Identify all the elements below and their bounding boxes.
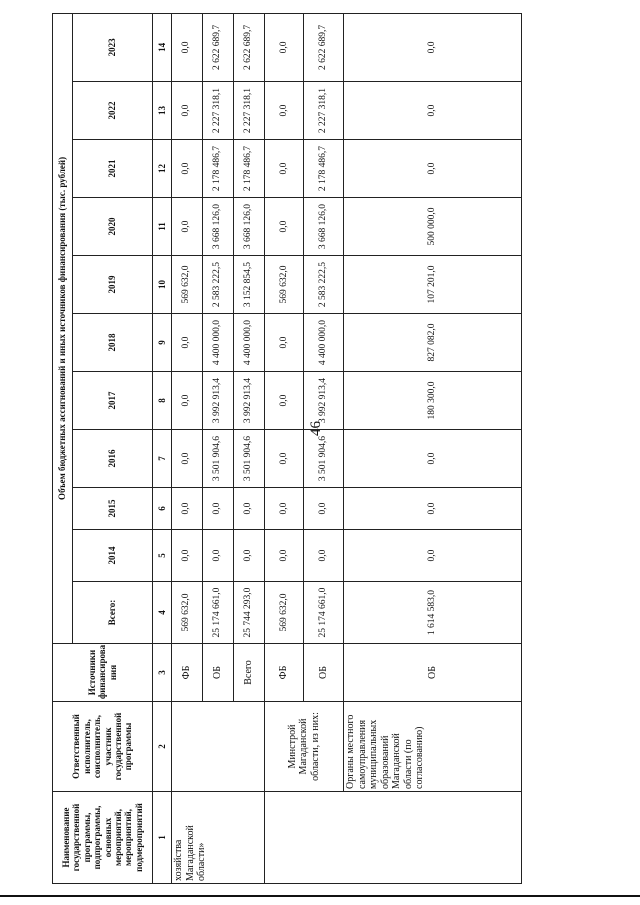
value-cell: 0,0 [304, 530, 344, 582]
value-cell: 0,0 [172, 13, 203, 81]
value-cell: 2 622 689,7 [304, 13, 344, 81]
value-cell: 0,0 [233, 488, 264, 530]
value-cell: 3 501 904,6 [202, 430, 233, 488]
value-cell: 107 201,0 [344, 256, 522, 314]
bottom-rule [0, 895, 640, 897]
value-cell: 0,0 [264, 314, 304, 372]
value-cell: 0,0 [344, 430, 522, 488]
source-cell: Всего [233, 644, 264, 702]
header-year: 2014 [73, 530, 153, 582]
value-cell: 0,0 [264, 140, 304, 198]
source-cell: ОБ [344, 644, 522, 702]
header-year: 2019 [73, 256, 153, 314]
value-cell: 2 178 486,7 [233, 140, 264, 198]
header-source: Источники финансирова ния [53, 644, 153, 702]
value-cell: 3 668 126,0 [202, 198, 233, 256]
source-cell: ОБ [202, 644, 233, 702]
header-year: 2023 [73, 13, 153, 81]
executor-cell-municipal: Органы местного самоуправления муниципальных образований Магаданской области (по согласованию) [344, 702, 522, 792]
value-cell: 25 174 661,0 [202, 582, 233, 644]
value-cell: 0,0 [344, 140, 522, 198]
header-year: 2017 [73, 372, 153, 430]
value-cell: 3 668 126,0 [304, 198, 344, 256]
source-cell: ОБ [304, 644, 344, 702]
value-cell: 3 992 913,4 [202, 372, 233, 430]
value-cell: 3 668 126,0 [233, 198, 264, 256]
rotated-table-wrapper [52, 14, 522, 884]
program-name-cell-blank [264, 792, 521, 884]
index-cell: 9 [153, 314, 172, 372]
source-cell: ФБ [172, 644, 203, 702]
value-cell: 569 632,0 [172, 582, 203, 644]
header-year: 2018 [73, 314, 153, 372]
program-name-cell: хозяйства Магаданской области» [172, 792, 265, 884]
index-cell: 11 [153, 198, 172, 256]
value-cell: 827 082,0 [344, 314, 522, 372]
financing-table [52, 13, 522, 884]
value-cell: 0,0 [172, 198, 203, 256]
index-cell: 7 [153, 430, 172, 488]
value-cell: 0,0 [264, 372, 304, 430]
value-cell: 0,0 [172, 372, 203, 430]
value-cell: 0,0 [264, 530, 304, 582]
value-cell: 3 501 904,6 [304, 430, 344, 488]
value-cell: 3 992 913,4 [233, 372, 264, 430]
value-cell: 2 227 318,1 [304, 82, 344, 140]
value-cell: 25 174 661,0 [304, 582, 344, 644]
index-cell: 14 [153, 13, 172, 81]
value-cell: 2 227 318,1 [233, 82, 264, 140]
value-cell: 1 614 583,0 [344, 582, 522, 644]
header-executor: Ответственный исполнитель, соисполнитель, участник государственной программы [53, 702, 153, 792]
executor-cell-ministry: Минстрой Магаданской области, из них: [264, 702, 344, 792]
index-cell: 1 [153, 792, 172, 884]
value-cell: 0,0 [344, 82, 522, 140]
value-cell: 2 227 318,1 [202, 82, 233, 140]
table-row [344, 13, 522, 883]
value-cell: 0,0 [344, 488, 522, 530]
value-cell: 500 000,0 [344, 198, 522, 256]
header-year: 2020 [73, 198, 153, 256]
value-cell: 0,0 [172, 140, 203, 198]
value-cell: 0,0 [264, 430, 304, 488]
value-cell: 569 632,0 [264, 256, 304, 314]
value-cell: 2 622 689,7 [202, 13, 233, 81]
value-cell: 3 152 854,5 [233, 256, 264, 314]
value-cell: 0,0 [264, 13, 304, 81]
index-cell: 6 [153, 488, 172, 530]
value-cell: 2 178 486,7 [202, 140, 233, 198]
value-cell: 0,0 [264, 198, 304, 256]
value-cell: 0,0 [344, 13, 522, 81]
value-cell: 0,0 [202, 530, 233, 582]
value-cell: 2 583 222,5 [202, 256, 233, 314]
value-cell: 2 583 222,5 [304, 256, 344, 314]
value-cell: 25 744 293,0 [233, 582, 264, 644]
value-cell: 180 300,0 [344, 372, 522, 430]
table-row [264, 13, 304, 883]
index-cell: 3 [153, 644, 172, 702]
value-cell: 0,0 [264, 488, 304, 530]
index-row [153, 13, 172, 883]
index-cell: 13 [153, 82, 172, 140]
index-cell: 12 [153, 140, 172, 198]
value-cell: 0,0 [233, 530, 264, 582]
value-cell: 0,0 [172, 314, 203, 372]
page-number: 46 [308, 421, 324, 436]
value-cell: 3 501 904,6 [233, 430, 264, 488]
executor-cell-blank [172, 702, 265, 792]
header-year: 2015 [73, 488, 153, 530]
value-cell: 569 632,0 [172, 256, 203, 314]
table-row [172, 13, 203, 883]
header-name: Наименование государственной программы, подпрограммы, основных мероприятий, мероприятий, подмероприятий [53, 792, 153, 884]
header-total: Всего: [73, 582, 153, 644]
header-volume-group: Объем бюджетных ассигнований и иных источников финансирования (тыс. рублей) [53, 13, 73, 643]
value-cell: 0,0 [264, 82, 304, 140]
value-cell: 0,0 [172, 488, 203, 530]
value-cell: 0,0 [344, 530, 522, 582]
value-cell: 2 622 689,7 [233, 13, 264, 81]
value-cell: 0,0 [304, 488, 344, 530]
value-cell: 4 400 000,0 [202, 314, 233, 372]
header-year: 2021 [73, 140, 153, 198]
value-cell: 3 992 913,4 [304, 372, 344, 430]
value-cell: 0,0 [172, 82, 203, 140]
index-cell: 10 [153, 256, 172, 314]
value-cell: 4 400 000,0 [233, 314, 264, 372]
index-cell: 5 [153, 530, 172, 582]
source-cell: ФБ [264, 644, 304, 702]
index-cell: 4 [153, 582, 172, 644]
value-cell: 569 632,0 [264, 582, 304, 644]
header-year: 2016 [73, 430, 153, 488]
value-cell: 4 400 000,0 [304, 314, 344, 372]
value-cell: 2 178 486,7 [304, 140, 344, 198]
value-cell: 0,0 [202, 488, 233, 530]
value-cell: 0,0 [172, 530, 203, 582]
header-year: 2022 [73, 82, 153, 140]
index-cell: 2 [153, 702, 172, 792]
value-cell: 0,0 [172, 430, 203, 488]
index-cell: 8 [153, 372, 172, 430]
